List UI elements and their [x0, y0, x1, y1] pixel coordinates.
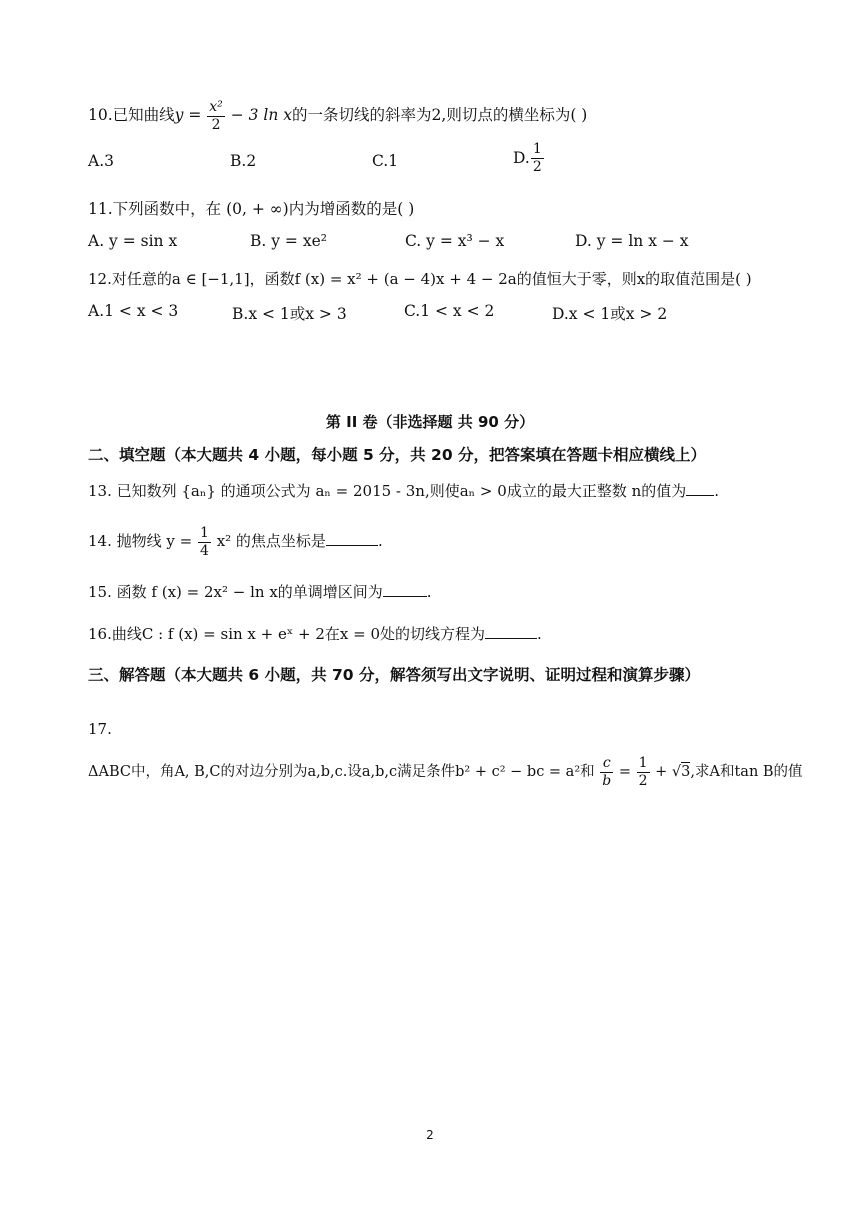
- q11-option-d: D. y = ln x − x: [575, 232, 689, 250]
- page-number: 2: [426, 1128, 434, 1142]
- q14-frac-num: 1: [199, 525, 209, 541]
- q14-prefix: 14. 抛物线 y =: [88, 532, 193, 551]
- q10-expr-rhs: − 3 ln x: [230, 106, 293, 125]
- q12-option-b: B.x < 1或x > 3: [232, 305, 347, 323]
- q16-answer-blank: [485, 637, 537, 639]
- q10-optd-num: 1: [532, 141, 542, 157]
- q17-eq: =: [618, 764, 631, 781]
- q10-option-a: A.3: [88, 152, 114, 170]
- q15-end: .: [426, 583, 432, 601]
- section-3-heading: 三、解答题（本大题共 6 小题，共 70 分，解答须写出文字说明、证明过程和演算步骤）: [88, 666, 700, 684]
- q17-text-b: ,求A和tan B的值: [690, 764, 803, 781]
- q10-expr-lhs: y =: [174, 106, 202, 125]
- q13-text: 13. 已知数列 {aₙ} 的通项公式为 aₙ = 2015 - 3n,则使aₙ > 0成立的最大正整数 n的值为: [88, 482, 687, 500]
- q17-frac-num: c: [600, 756, 613, 773]
- q10-option-c: C.1: [372, 152, 399, 170]
- question-17-number: 17.: [88, 720, 112, 738]
- question-17-body: [88, 756, 803, 788]
- q15-answer-blank: [383, 595, 427, 597]
- q11-option-c: C. y = x³ − x: [405, 232, 505, 250]
- q13-end: .: [714, 482, 720, 500]
- q17-text-a: ΔABC中，角A, B,C的对边分别为a,b,c.设a,b,c满足条件b² + c² − bc = a²和: [88, 764, 595, 781]
- q17-fraction-cb: [600, 756, 613, 788]
- q17-frac2-num: 1: [638, 755, 648, 771]
- q10-option-d-label: D.: [513, 149, 530, 168]
- question-12: 12.对任意的a ∈ [−1,1]，函数f (x) = x² + (a − 4)x + 4 − 2a的值恒大于零，则x的取值范围是( ): [88, 270, 752, 288]
- q11-option-a: A. y = sin x: [88, 232, 178, 250]
- q13-answer-blank: [686, 494, 714, 496]
- q10-frac-den: 2: [211, 116, 221, 133]
- q17-frac2-den: 2: [638, 772, 648, 789]
- q10-prefix: 10.已知曲线: [88, 106, 175, 125]
- q17-fraction-half: [637, 756, 650, 788]
- q10-text: 的一条切线的斜率为2,则切点的横坐标为( ): [292, 106, 588, 125]
- q10-option-d: [513, 142, 545, 174]
- q14-end: .: [377, 532, 383, 551]
- q17-frac-den: b: [602, 772, 612, 789]
- q10-option-b: B.2: [230, 152, 257, 170]
- q16-end: .: [537, 625, 542, 643]
- q10-optd-den: 2: [532, 158, 542, 175]
- q14-fraction: [198, 526, 211, 558]
- q12-option-a: A.1 < x < 3: [88, 302, 179, 320]
- q16-text: 16.曲线C : f (x) = sin x + eˣ + 2在x = 0处的切线方程为: [88, 625, 485, 643]
- q12-option-d: D.x < 1或x > 2: [552, 305, 668, 323]
- q14-frac-den: 4: [199, 542, 209, 559]
- q10-option-d-fraction: [531, 142, 544, 174]
- q17-plus: +: [655, 764, 668, 781]
- section-2-heading: 二、填空题（本大题共 4 小题，每小题 5 分，共 20 分，把答案填在答题卡相应横线上）: [88, 446, 707, 464]
- q12-option-c: C.1 < x < 2: [404, 302, 495, 320]
- question-13: [88, 484, 719, 499]
- q10-frac-num: x²: [209, 99, 223, 115]
- q10-fraction: [207, 100, 225, 132]
- question-11: 11.下列函数中，在 (0, + ∞)内为增函数的是( ): [88, 200, 415, 218]
- section-2-title: 第 II 卷（非选择题 共 90 分）: [325, 413, 535, 431]
- q14-answer-blank: [326, 544, 378, 546]
- question-15: [88, 585, 432, 600]
- q15-text: 15. 函数 f (x) = 2x² − ln x的单调增区间为: [88, 583, 383, 601]
- question-14: [88, 526, 383, 558]
- q17-sqrt: √3: [671, 764, 691, 781]
- q11-option-b: B. y = xe²: [250, 232, 327, 250]
- q17-sqrt-value: 3: [681, 764, 691, 781]
- question-10: [88, 100, 587, 132]
- question-16: [88, 627, 542, 642]
- q14-rest: x² 的焦点坐标是: [216, 532, 326, 551]
